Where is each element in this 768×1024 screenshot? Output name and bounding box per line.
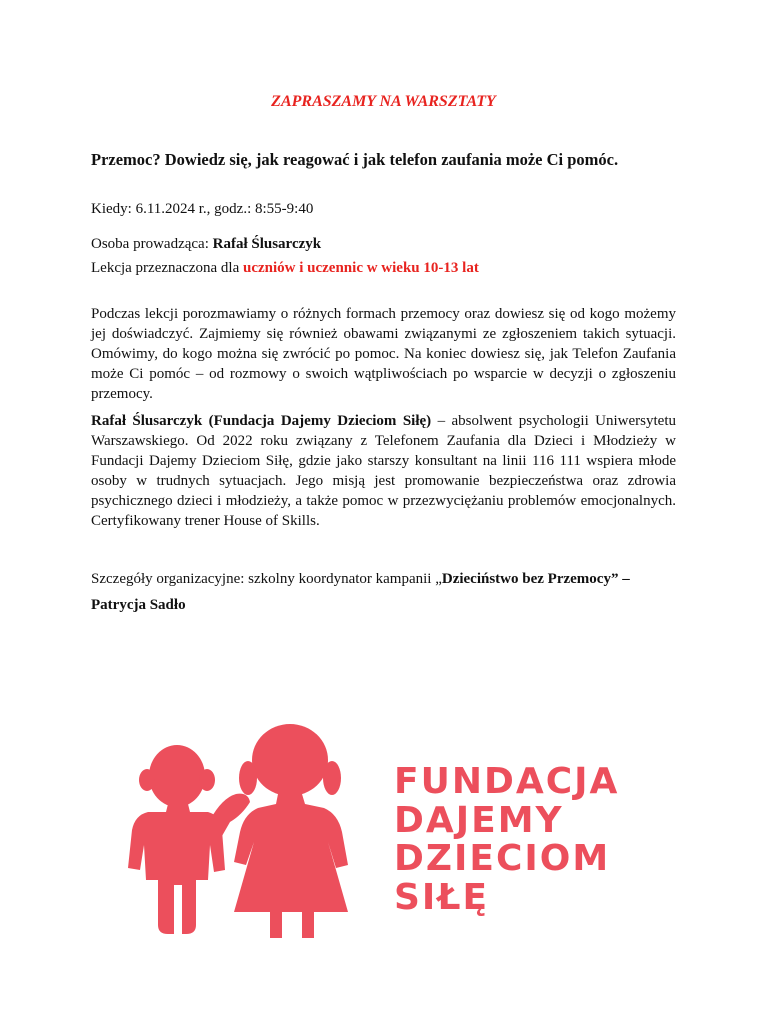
page-heading: ZAPRASZAMY NA WARSZTATY	[271, 93, 496, 110]
logo-line-4: SIŁĘ	[394, 876, 490, 918]
workshop-date: Kiedy: 6.11.2024 r., godz.: 8:55-9:40	[91, 201, 314, 217]
bio-name: Rafał Ślusarczyk (Fundacja Dajemy Dzieciom Siłę)	[91, 413, 432, 429]
coordinator-line	[91, 595, 676, 615]
audience-value: uczniów i uczennic w wieku 10-13 lat	[242, 260, 479, 276]
details-label: Szczegóły organizacyjne: szkolny koordynator kampanii „	[91, 571, 442, 587]
audience-label: Lekcja przeznaczona dla	[91, 260, 243, 276]
host-name: Rafał Ślusarczyk	[212, 236, 322, 252]
bio-text: – absolwent psychologii Uniwersytetu Warszawskiego. Od 2022 roku związany z Telefonem Zaufania dla Dzieci i Młodzieży w Fundacji Dajemy Dzieciom Siłę, gdzie jako starszy konsultant na linii 116 111 wspiera młode osoby w trudnych sytuacjach. Jego misją jest promowanie bezpieczeństwa oraz zdrowia psychicznego dzieci i młodzieży, a także pomoc w przezwyciężaniu problemów emocjonalnych. Certyfikowany trener House of Skills.	[91, 413, 676, 529]
workshop-title: Przemoc? Dowiedz się, jak reagować i jak telefon zaufania może Ci pomóc.	[91, 150, 619, 169]
host-line	[91, 234, 676, 254]
audience-line	[91, 258, 676, 278]
campaign-name: Dzieciństwo bez Przemocy” –	[441, 571, 630, 587]
foundation-logo-text	[394, 763, 619, 917]
description-paragraph: Podczas lekcji porozmawiamy o różnych formach przemocy oraz dowiesz się od kogo możemy jej doświadczyć. Zajmiemy się również obawami związanymi ze zgłoszeniem takich sytuacji. Omówimy, do kogo można się zwrócić po pomoc. Na koniec dowiesz się, jak Telefon Zaufania może Ci pomóc – od rozmowy o swoich wątpliwościach po wsparcie w decyzji o zgłoszeniu przemocy.	[91, 306, 676, 402]
logo-line-2: DAJEMY	[394, 799, 564, 841]
coordinator-name: Patrycja Sadło	[91, 597, 186, 613]
logo-line-3: DZIECIOM	[394, 838, 611, 879]
bio-paragraph	[91, 411, 676, 531]
details-line	[91, 569, 676, 589]
logo-line-1: FUNDACJA	[394, 761, 620, 802]
host-label: Osoba prowadząca:	[91, 236, 213, 252]
